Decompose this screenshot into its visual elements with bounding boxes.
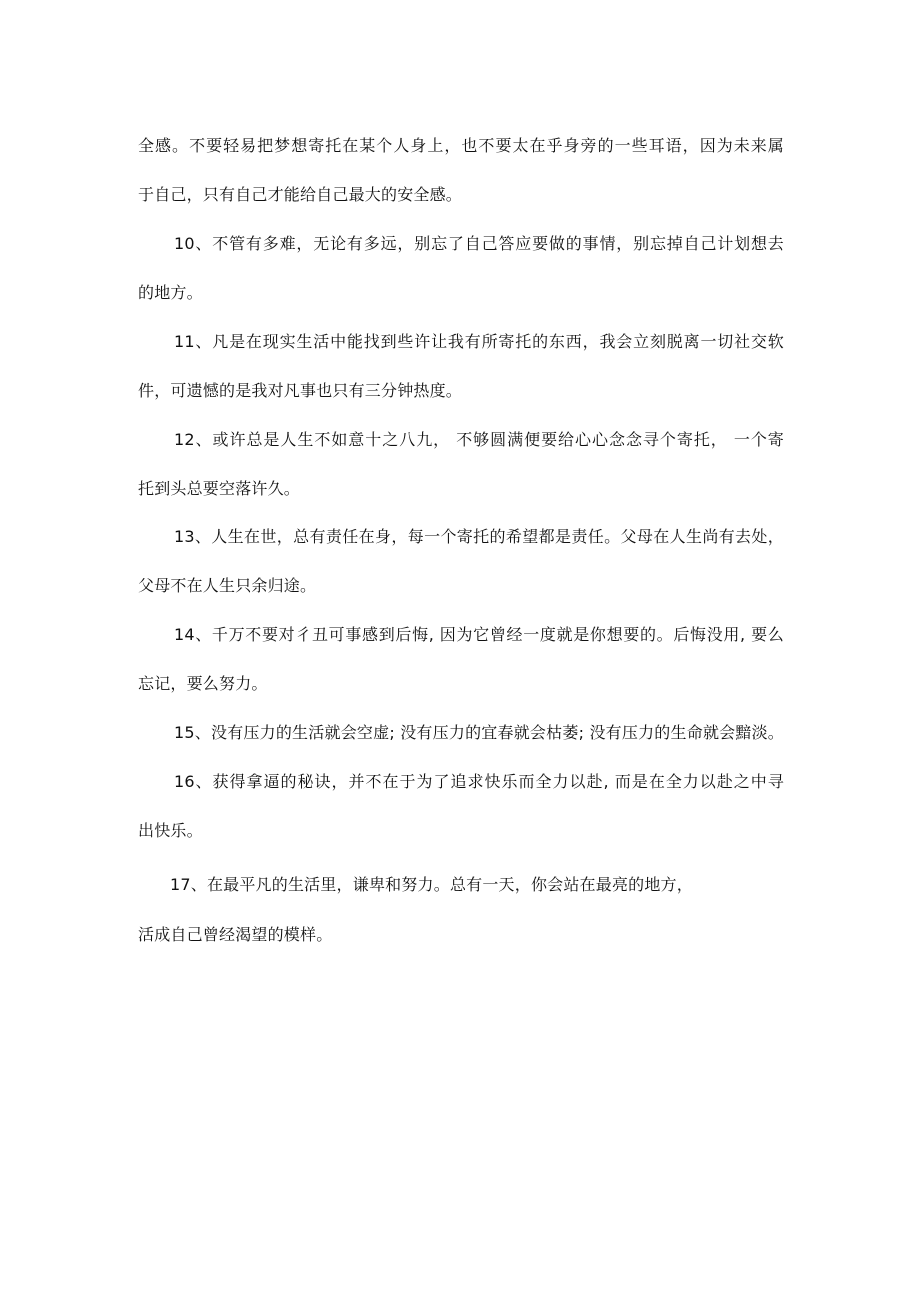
paragraph-line-item-13: 13、人生在世，总有责任在身，每一个寄托的希望都是责任。父母在人生尚有去处， [174,527,784,546]
paragraph-line: 的地方。 [138,283,203,302]
paragraph-line-item-15: 15、没有压力的生活就会空虚; 没有压力的宜春就会枯萎; 没有压力的生命就会黯淡。 [174,723,784,742]
paragraph-line: 出快乐。 [138,821,203,840]
paragraph-line-item-10: 10、不管有多难，无论有多远，别忘了自己答应要做的事情，别忘掉自己计划想去 [174,234,784,253]
paragraph-line: 父母不在人生只余归途。 [138,576,317,595]
paragraph-line: 忘记，要么努力。 [138,674,268,693]
paragraph-line-item-16: 16、获得拿逼的秘诀，并不在于为了追求快乐而全力以赴, 而是在全力以赴之中寻 [174,772,784,791]
paragraph-line-item-17: 17、在最平凡的生活里，谦卑和努力。总有一天，你会站在最亮的地方， [170,875,693,894]
paragraph-line: 件，可遗憾的是我对凡事也只有三分钟热度。 [138,381,463,400]
paragraph-line: 托到头总要空落许久。 [138,479,301,498]
paragraph-line: 于自己，只有自己才能给自己最大的安全感。 [138,185,463,204]
paragraph-line: 全感。不要轻易把梦想寄托在某个人身上，也不要太在乎身旁的一些耳语，因为未来属 [138,136,784,155]
paragraph-line: 活成自己曾经渴望的模样。 [138,925,333,944]
paragraph-line-item-14: 14、千万不要对彳丑可事感到后悔, 因为它曾经一度就是你想要的。后悔没用, 要么 [174,625,784,644]
paragraph-line-item-12: 12、或许总是人生不如意十之八九， 不够圆满便要给心心念念寻个寄托， 一个寄 [174,430,784,449]
paragraph-line-item-11: 11、凡是在现实生活中能找到些许让我有所寄托的东西，我会立刻脱离一切社交软 [174,332,784,351]
